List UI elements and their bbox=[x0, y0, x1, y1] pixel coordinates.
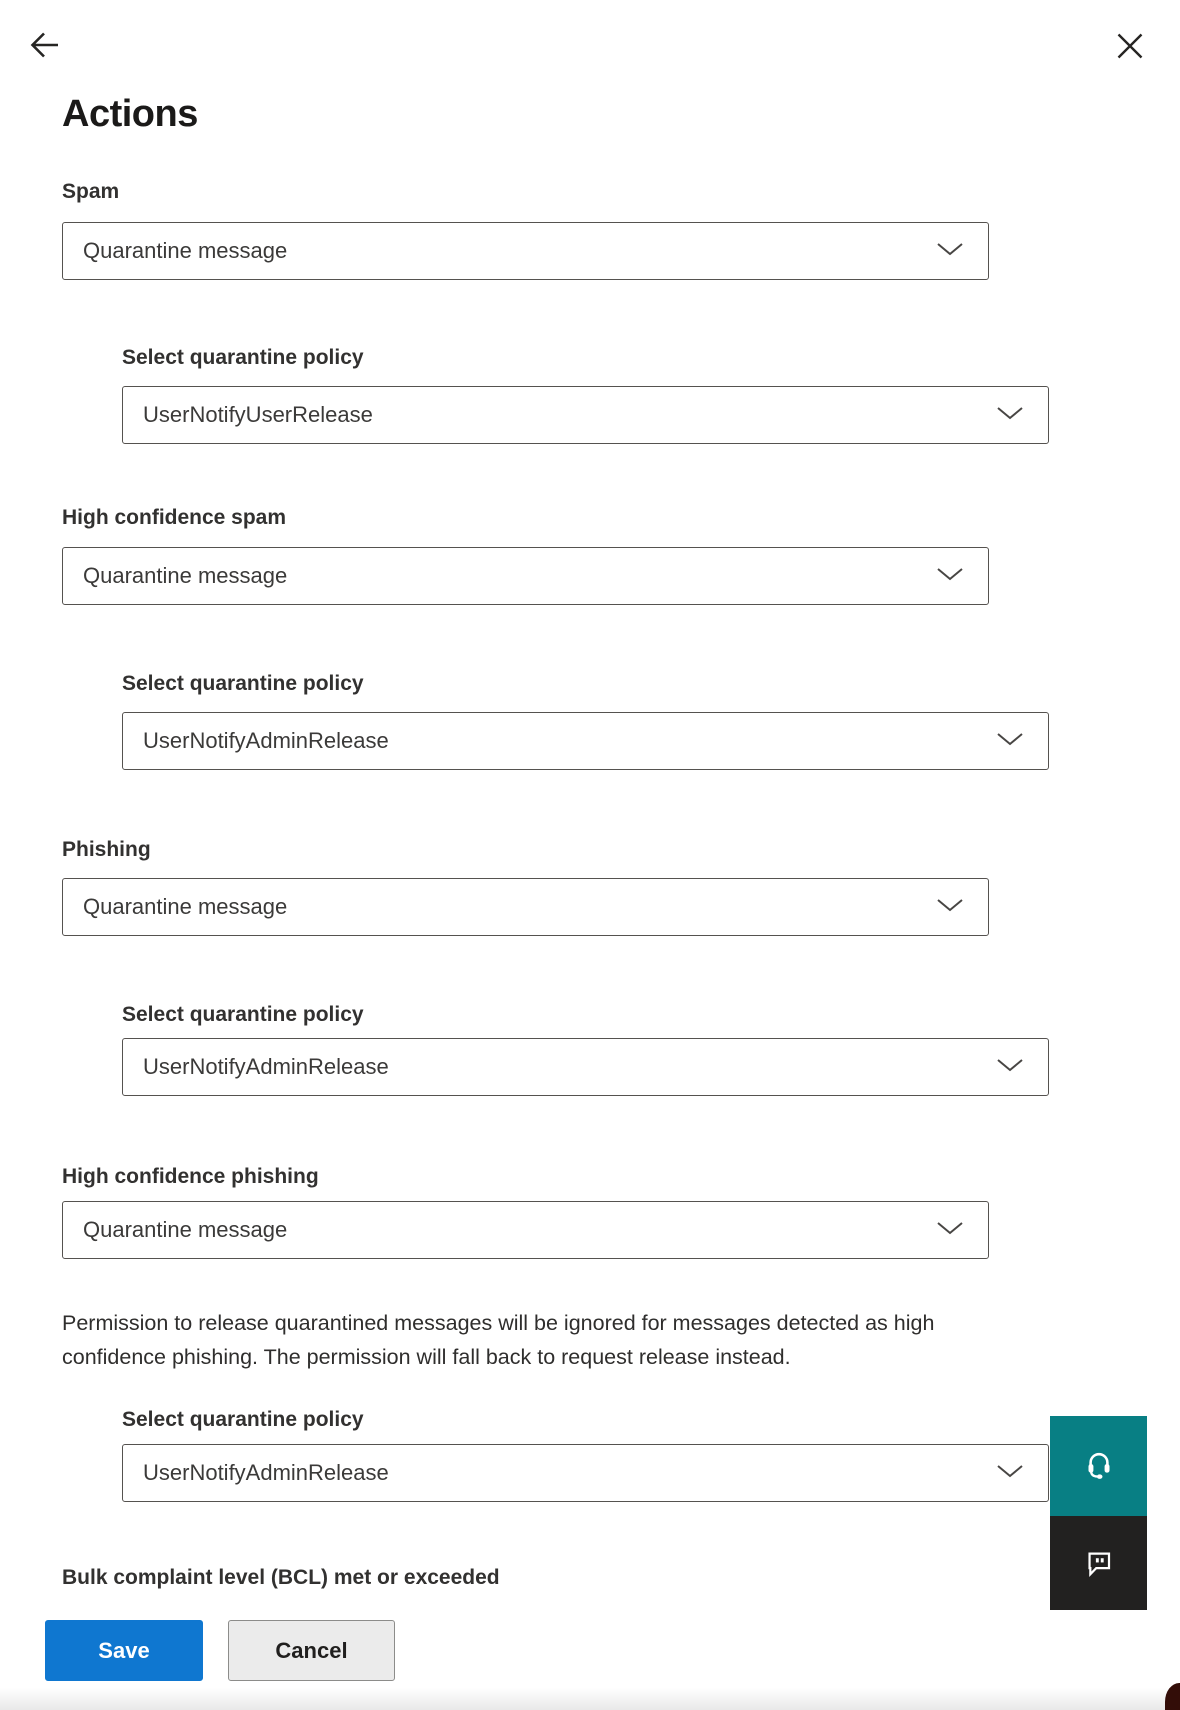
phishing-policy-dropdown[interactable] bbox=[122, 1038, 1049, 1096]
high-confidence-phishing-action-value: Quarantine message bbox=[83, 1217, 288, 1242]
support-headset-button[interactable] bbox=[1050, 1416, 1147, 1516]
phishing-action-dropdown[interactable] bbox=[62, 878, 989, 936]
high-confidence-phishing-policy-label: Select quarantine policy bbox=[122, 1408, 364, 1431]
high-confidence-spam-label: High confidence spam bbox=[62, 506, 287, 529]
high-confidence-phishing-policy-value: UserNotifyAdminRelease bbox=[143, 1460, 389, 1485]
phishing-policy-value: UserNotifyAdminRelease bbox=[143, 1054, 389, 1079]
high-confidence-spam-action-value: Quarantine message bbox=[83, 563, 288, 588]
high-confidence-phishing-policy-dropdown[interactable] bbox=[122, 1444, 1049, 1502]
phishing-policy-label: Select quarantine policy bbox=[122, 1003, 364, 1026]
chevron-down-icon bbox=[996, 1464, 1024, 1483]
spam-policy-value: UserNotifyUserRelease bbox=[143, 402, 373, 427]
cancel-button[interactable]: Cancel bbox=[228, 1620, 395, 1681]
phishing-label: Phishing bbox=[62, 838, 151, 861]
high-confidence-spam-policy-label: Select quarantine policy bbox=[122, 672, 364, 695]
page-title: Actions bbox=[62, 93, 198, 135]
chevron-down-icon bbox=[936, 898, 964, 917]
chat-bubble-icon bbox=[1079, 1542, 1119, 1585]
chevron-down-icon bbox=[936, 242, 964, 261]
feedback-chat-button[interactable] bbox=[1050, 1516, 1147, 1610]
help-widget bbox=[1050, 1416, 1147, 1610]
spam-policy-label: Select quarantine policy bbox=[122, 346, 364, 369]
chevron-down-icon bbox=[936, 567, 964, 586]
high-confidence-spam-action-dropdown[interactable] bbox=[62, 547, 989, 605]
chevron-down-icon bbox=[996, 406, 1024, 425]
bulk-complaint-level-label: Bulk complaint level (BCL) met or exceeded bbox=[62, 1566, 500, 1589]
chevron-down-icon bbox=[996, 732, 1024, 751]
bottom-gradient bbox=[0, 1688, 1180, 1710]
chevron-down-icon bbox=[996, 1058, 1024, 1077]
spam-label: Spam bbox=[62, 180, 120, 203]
spam-action-value: Quarantine message bbox=[83, 238, 288, 263]
phishing-action-value: Quarantine message bbox=[83, 894, 288, 919]
high-confidence-phishing-label: High confidence phishing bbox=[62, 1165, 319, 1188]
headset-icon bbox=[1080, 1446, 1118, 1487]
spam-action-dropdown[interactable] bbox=[62, 222, 989, 280]
high-confidence-spam-policy-dropdown[interactable] bbox=[122, 712, 1049, 770]
chevron-down-icon bbox=[936, 1221, 964, 1240]
spam-policy-dropdown[interactable] bbox=[122, 386, 1049, 444]
high-confidence-phishing-note: Permission to release quarantined messages will be ignored for messages detected as high confidence phishing. The permission will fall back to request release instead. bbox=[62, 1311, 935, 1369]
high-confidence-phishing-action-dropdown[interactable] bbox=[62, 1201, 989, 1259]
high-confidence-spam-policy-value: UserNotifyAdminRelease bbox=[143, 728, 389, 753]
save-button[interactable]: Save bbox=[45, 1620, 203, 1681]
